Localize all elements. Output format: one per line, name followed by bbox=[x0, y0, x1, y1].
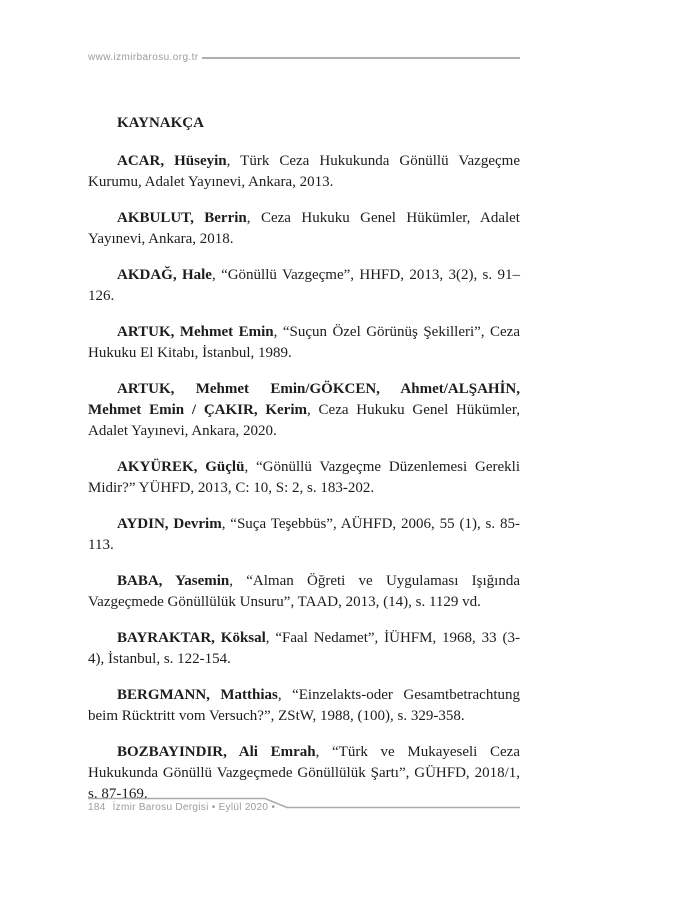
entry-details: “Gönüllü Vazgeçme”, HHFD, 2013, 3(2), s. 91–126. bbox=[88, 267, 521, 304]
bibliography-entry bbox=[88, 514, 520, 556]
bibliography-entry bbox=[88, 628, 520, 670]
entry-separator: , bbox=[244, 459, 249, 475]
entry-separator: , bbox=[226, 153, 231, 169]
page-header bbox=[88, 52, 520, 63]
entry-details: “Suça Teşebbüs”, AÜHFD, 2006, 55 (1), s. 85-113. bbox=[88, 516, 520, 553]
entry-separator: , bbox=[221, 516, 226, 532]
page-number: 184 bbox=[88, 802, 106, 813]
entry-details: “Türk ve Mukayeseli Ceza Hukukunda Gönüllü Vazgeçmede Gönüllülük Şartı”, GÜHFD, 2018/1, s. 87-169. bbox=[88, 744, 520, 802]
entry-details: “Gönüllü Vazgeçme Düzenlemesi Gerekli Midir?” YÜHFD, 2013, C: 10, S: 2, s. 183-202. bbox=[88, 459, 520, 496]
entry-separator: , bbox=[229, 573, 234, 589]
entry-separator: , bbox=[273, 324, 278, 340]
entry-separator: , bbox=[315, 744, 320, 760]
bibliography-section bbox=[88, 113, 520, 820]
bibliography-entry bbox=[88, 151, 520, 193]
bibliography-entry bbox=[88, 322, 520, 364]
entry-separator: , bbox=[211, 267, 216, 283]
bibliography-entry bbox=[88, 379, 520, 442]
bibliography-entry bbox=[88, 571, 520, 613]
entry-author: AKDAĞ, Hale bbox=[117, 267, 212, 283]
entry-separator: , bbox=[307, 402, 311, 418]
entry-details: “Alman Öğreti ve Uygulaması Işığında Vazgeçmede Gönüllülük Unsuru”, TAAD, 2013, (14), s. 1129 vd. bbox=[88, 573, 520, 610]
page-footer bbox=[88, 802, 275, 813]
header-rule bbox=[202, 57, 521, 59]
entry-separator: , bbox=[277, 687, 282, 703]
entry-author: BOZBAYINDIR, Ali Emrah bbox=[117, 744, 316, 760]
entry-author: BERGMANN, Matthias bbox=[117, 687, 278, 703]
bibliography-entry bbox=[88, 208, 520, 250]
entry-author: ARTUK, Mehmet Emin/GÖKCEN, Ahmet/ALŞAHİN, Mehmet Emin / ÇAKIR, Kerim bbox=[88, 381, 520, 418]
bibliography-entry bbox=[88, 742, 520, 805]
entry-author: BAYRAKTAR, Köksal bbox=[117, 630, 266, 646]
entry-separator: , bbox=[265, 630, 270, 646]
section-title: KAYNAKÇA bbox=[117, 115, 204, 131]
entry-separator: , bbox=[246, 210, 251, 226]
entry-author: AYDIN, Devrim bbox=[117, 516, 222, 532]
entry-details: Ceza Hukuku Genel Hükümler, Adalet Yayınevi, Ankara, 2020. bbox=[88, 402, 520, 439]
bibliography-entry bbox=[88, 457, 520, 499]
entry-details: Türk Ceza Hukukunda Gönüllü Vazgeçme Kurumu, Adalet Yayınevi, Ankara, 2013. bbox=[88, 153, 520, 190]
entry-author: ACAR, Hüseyin bbox=[117, 153, 227, 169]
entry-details: “Einzelakts-oder Gesamtbetrachtung beim Rücktritt vom Versuch?”, ZStW, 1988, (100), s. 329-358. bbox=[88, 687, 520, 724]
entry-author: ARTUK, Mehmet Emin bbox=[117, 324, 274, 340]
header-url: www.izmirbarosu.org.tr bbox=[88, 52, 199, 63]
entry-author: AKBULUT, Berrin bbox=[117, 210, 247, 226]
entry-author: BABA, Yasemin bbox=[117, 573, 230, 589]
entry-details: Ceza Hukuku Genel Hükümler, Adalet Yayınevi, Ankara, 2018. bbox=[88, 210, 520, 247]
bibliography-entry bbox=[88, 685, 520, 727]
entry-details: “Suçun Özel Görünüş Şekilleri”, Ceza Hukuku El Kitabı, İstanbul, 1989. bbox=[88, 324, 520, 361]
journal-name: İzmir Barosu Dergisi • Eylül 2020 • bbox=[112, 802, 276, 813]
bibliography-entry bbox=[88, 265, 520, 307]
entry-details: “Faal Nedamet”, İÜHFM, 1968, 33 (3-4), İstanbul, s. 122-154. bbox=[88, 630, 520, 667]
entry-author: AKYÜREK, Güçlü bbox=[117, 459, 245, 475]
